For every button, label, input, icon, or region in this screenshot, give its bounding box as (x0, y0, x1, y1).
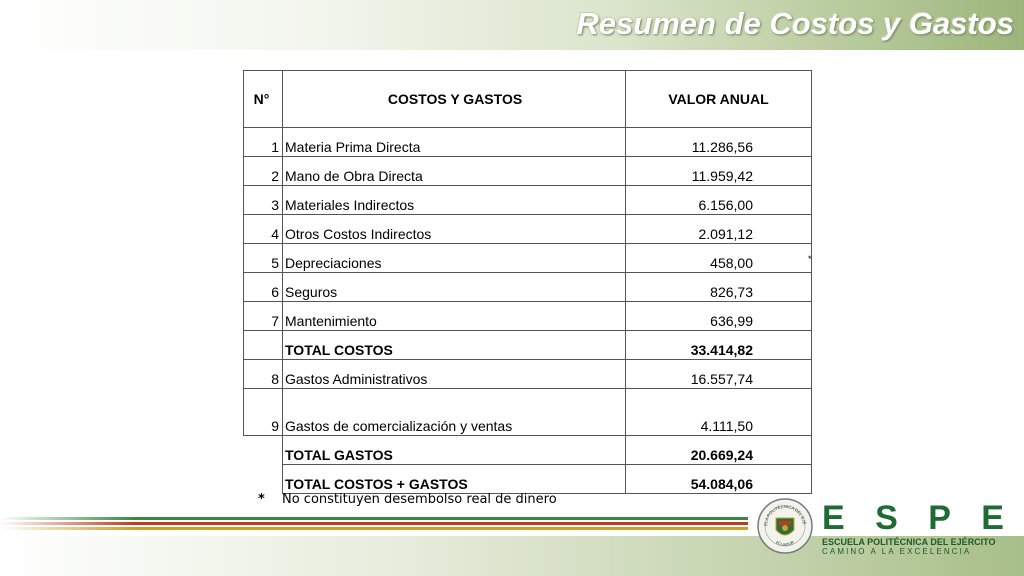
row-number: 1 (244, 128, 283, 157)
institution-motto: CAMINO A LA EXCELENCIA (822, 547, 972, 556)
grand-total-row (244, 465, 812, 494)
table-row (244, 273, 812, 302)
table-row (244, 244, 812, 273)
row-value: 6.156,00 (626, 186, 812, 215)
seal-text: ELA POLITÉCNICA DEL EJÉ (762, 503, 807, 527)
row-number: 4 (244, 215, 283, 244)
row-number: 3 (244, 186, 283, 215)
row-concept: TOTAL COSTOS + GASTOS (283, 465, 626, 494)
brand-logo-letters (822, 499, 1004, 537)
row-value: 20.669,24 (626, 436, 812, 465)
header-value: VALOR ANUAL (626, 71, 812, 128)
stripe-gold (0, 527, 748, 530)
row-value: 826,73 (626, 273, 812, 302)
row-concept: Mano de Obra Directa (283, 157, 626, 186)
row-number: 9 (244, 389, 283, 436)
institution-name: ESCUELA POLITÉCNICA DEL EJÉRCITO (822, 537, 996, 547)
total-row (244, 331, 812, 360)
row-concept: Gastos de comercialización y ventas (283, 389, 626, 436)
table-row (244, 157, 812, 186)
row-number (244, 465, 283, 494)
row-concept: Materiales Indirectos (283, 186, 626, 215)
table-row (244, 186, 812, 215)
row-number (244, 331, 283, 360)
row-value: 4.111,50 (626, 389, 812, 436)
seal-bottom-text: ECUADOR (775, 539, 795, 548)
costs-table (243, 70, 812, 494)
institution-seal-icon (757, 498, 813, 554)
row-value: 33.414,82 (626, 331, 812, 360)
row-concept: Gastos Administrativos (283, 360, 626, 389)
table-row (244, 302, 812, 331)
brand-letter: E (822, 499, 845, 537)
row-value: 636,99 (626, 302, 812, 331)
brand-letter: E (981, 499, 1004, 537)
table-row (244, 389, 812, 436)
row-concept: TOTAL COSTOS (283, 331, 626, 360)
row-concept: Otros Costos Indirectos (283, 215, 626, 244)
row-concept: Seguros (283, 273, 626, 302)
row-concept: TOTAL GASTOS (283, 436, 626, 465)
stripe-green (0, 517, 748, 520)
decorative-stripes (0, 517, 748, 532)
slide-title: Resumen de Costos y Gastos (576, 6, 1014, 41)
brand-letter: P (928, 499, 951, 537)
table-header-row (244, 71, 812, 128)
table-row (244, 128, 812, 157)
header-number: N° (244, 71, 283, 128)
brand-letter: S (875, 499, 898, 537)
row-value: 2.091,12 (626, 215, 812, 244)
total-row (244, 436, 812, 465)
row-value: 11.286,56 (626, 128, 812, 157)
espe-brand (822, 499, 1004, 556)
row-value: 458,00 (626, 244, 812, 273)
asterisk-mark: * (808, 254, 812, 264)
row-value: 54.084,06 (626, 465, 812, 494)
footnote-text: No constituyen desembolso real de dinero (282, 492, 557, 507)
row-concept: Mantenimiento (283, 302, 626, 331)
table-row (244, 215, 812, 244)
row-number: 2 (244, 157, 283, 186)
footnote (258, 492, 557, 507)
row-value: 16.557,74 (626, 360, 812, 389)
footnote-marker: * (258, 492, 265, 507)
stripe-red (0, 522, 748, 525)
row-concept: Materia Prima Directa (283, 128, 626, 157)
row-value: 11.959,42 (626, 157, 812, 186)
row-number: 5 (244, 244, 283, 273)
header-concept: COSTOS Y GASTOS (283, 71, 626, 128)
row-number (244, 436, 283, 465)
row-number: 6 (244, 273, 283, 302)
row-number: 7 (244, 302, 283, 331)
row-number: 8 (244, 360, 283, 389)
row-concept: Depreciaciones (283, 244, 626, 273)
table-row (244, 360, 812, 389)
